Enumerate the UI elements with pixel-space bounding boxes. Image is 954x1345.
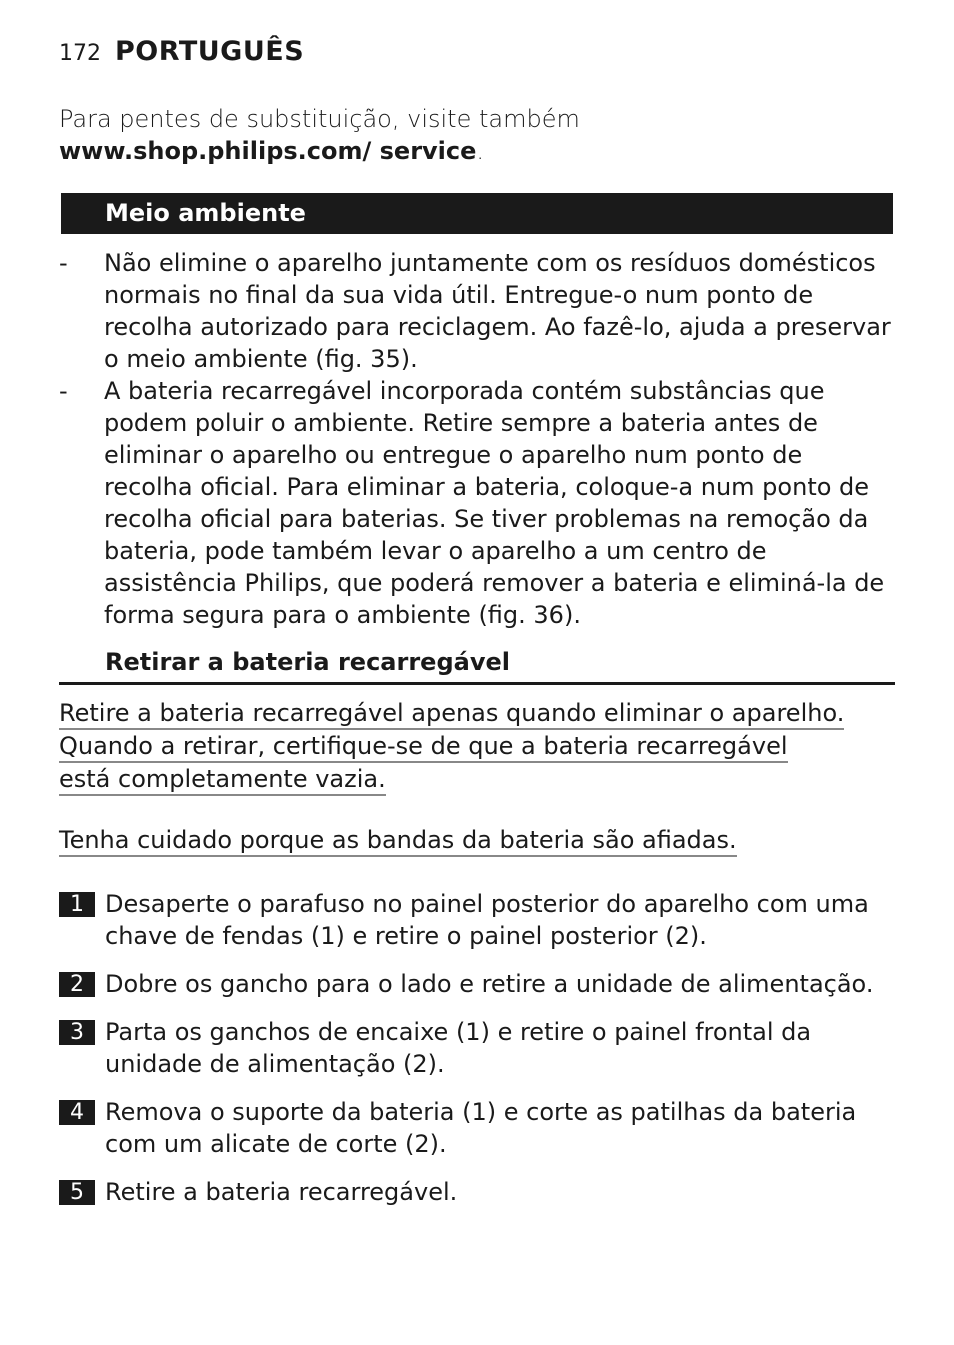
section-title-remove-battery: Retirar a bateria recarregável: [105, 648, 510, 676]
step-text: Desaperte o parafuso no painel posterior do aparelho com uma chave de fendas (1) e retire o painel posterior (2).: [105, 890, 869, 950]
list-item: [59, 247, 895, 375]
step-item: [59, 888, 895, 952]
bullet-dash: -: [59, 249, 68, 277]
page-number: 172: [59, 41, 101, 66]
bullet-text: Não elimine o aparelho juntamente com os resíduos domésticos normais no final da sua vida útil. Entregue-o num ponto de recolha autorizado para reciclagem. Ao fazê-lo, ajuda a preservar o meio ambiente (fig. 35).: [104, 249, 891, 373]
step-item: [59, 1016, 895, 1080]
step-text: Dobre os gancho para o lado e retire a unidade de alimentação.: [105, 970, 874, 998]
warning-line: Tenha cuidado porque as bandas da bateria são afiadas.: [59, 825, 737, 857]
warning-line: está completamente vazia.: [59, 764, 386, 796]
step-number-badge: 4: [59, 1100, 95, 1125]
bullet-dash: -: [59, 377, 68, 405]
section-divider: [59, 682, 895, 685]
step-number-badge: 3: [59, 1020, 95, 1045]
list-item: [59, 375, 895, 631]
step-number-badge: 2: [59, 972, 95, 997]
section-heading-environment: [61, 193, 893, 234]
bullet-text: A bateria recarregável incorporada contém substâncias que podem poluir o ambiente. Retire sempre a bateria antes de eliminar o aparelho ou entregue o aparelho num ponto de recolha oficial. Para eliminar a bateria, coloque-a num ponto de recolha oficial para baterias. Se tiver problemas na remoção da bateria, pode também levar o aparelho a um centro de assistência Philips, que poderá remover a bateria e eliminá-la de forma segura para o ambiente (fig. 36).: [104, 377, 885, 629]
section-title-environment: Meio ambiente: [105, 199, 306, 227]
intro-period: .: [476, 137, 485, 165]
step-text: Retire a bateria recarregável.: [105, 1178, 458, 1206]
step-text: Parta os ganchos de encaixe (1) e retire o painel frontal da unidade de alimentação (2).: [105, 1018, 812, 1078]
environment-bullet-list: [59, 247, 895, 631]
page-header: [59, 36, 304, 70]
warning-line: Retire a bateria recarregável apenas quando eliminar o aparelho.: [59, 698, 844, 730]
warning-block-1: [59, 697, 859, 796]
step-item: [59, 968, 895, 1000]
step-item: [59, 1176, 895, 1208]
intro-paragraph: [59, 103, 859, 167]
step-number-badge: 5: [59, 1180, 95, 1205]
intro-text: Para pentes de substituição, visite também: [59, 105, 580, 133]
warning-line: Quando a retirar, certifique-se de que a bateria recarregável: [59, 731, 788, 763]
step-text: Remova o suporte da bateria (1) e corte as patilhas da bateria com um alicate de corte (2).: [105, 1098, 857, 1158]
step-item: [59, 1096, 895, 1160]
shop-link[interactable]: www.shop.philips.com/ service: [59, 137, 477, 165]
language-title: PORTUGUÊS: [115, 36, 305, 67]
step-number-badge: 1: [59, 892, 95, 917]
warning-block-2: [59, 824, 859, 857]
